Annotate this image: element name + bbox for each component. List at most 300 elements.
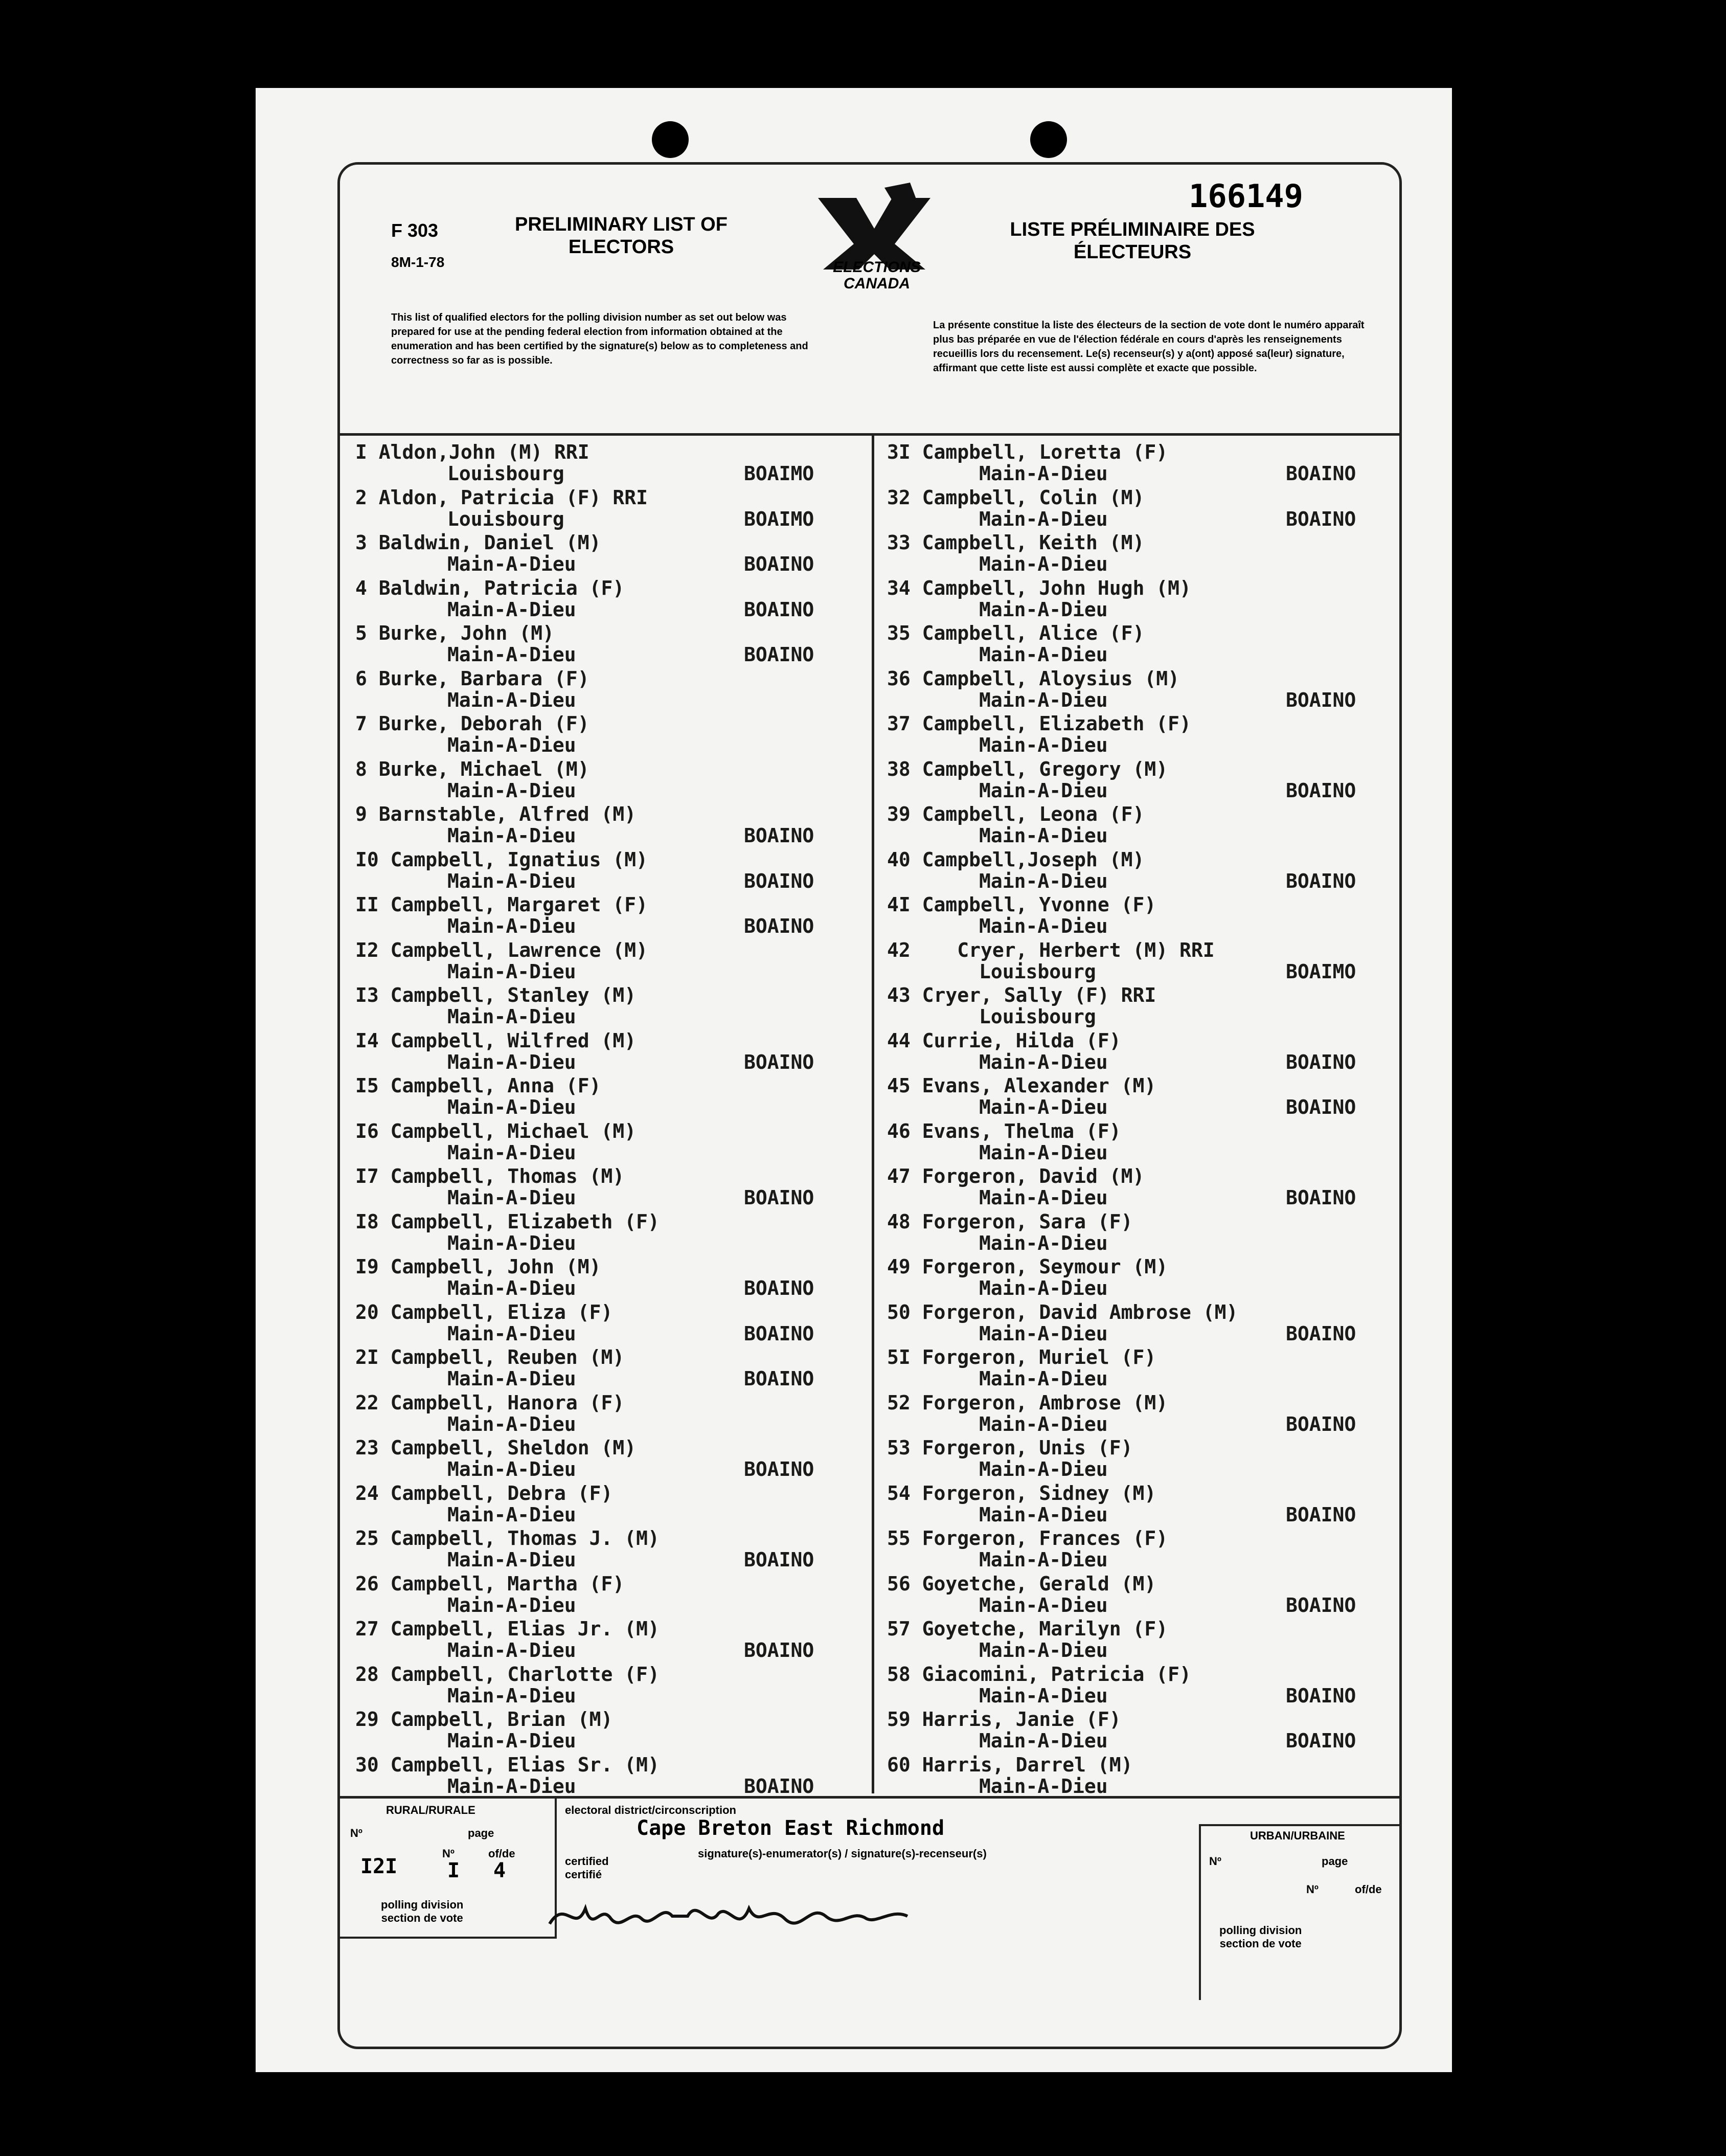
elector-address: Main-A-Dieu (979, 1639, 1108, 1661)
elector-name: Campbell, Margaret (F) (390, 893, 648, 916)
elector-name: Forgeron, Ambrose (M) (922, 1391, 1168, 1414)
elector-name-line (355, 848, 648, 871)
elector-entry (355, 939, 867, 984)
elector-name: Goyetche, Marilyn (F) (922, 1618, 1168, 1640)
elector-entry (887, 577, 1393, 622)
urban-label: URBAN/URBAINE (1250, 1829, 1345, 1842)
rural-no-label: Nº (350, 1827, 362, 1839)
elector-name: Harris, Janie (F) (922, 1708, 1121, 1731)
polling-code: BOAINO (744, 824, 814, 847)
elector-entry (887, 1708, 1393, 1754)
polling-code: BOAINO (744, 915, 814, 937)
elector-name-line (887, 1618, 1168, 1640)
elector-name-line (355, 486, 648, 509)
elector-entry (355, 486, 867, 532)
elector-entry (355, 848, 867, 894)
electoral-district: Cape Breton East Richmond (637, 1816, 945, 1840)
elector-number: I3 (355, 984, 379, 1006)
elector-name-line (355, 1301, 612, 1323)
elector-name-line (887, 1663, 1191, 1686)
elector-name-line (355, 1120, 636, 1142)
elector-name: Evans, Alexander (M) (922, 1074, 1156, 1097)
form-frame (337, 162, 1402, 2049)
elector-entry (887, 803, 1393, 848)
elector-entry (887, 1618, 1393, 1663)
elector-name-line (887, 893, 1156, 916)
elector-number: 5I (887, 1346, 911, 1368)
elector-name: Campbell, Hanora (F) (390, 1391, 625, 1414)
elector-name-line (355, 1527, 660, 1549)
elector-name-line (355, 1618, 660, 1640)
elector-name: Forgeron, Frances (F) (922, 1527, 1168, 1549)
elector-address: Main-A-Dieu (979, 1412, 1108, 1435)
elector-entry (887, 1573, 1393, 1618)
elector-entry (355, 1527, 867, 1573)
elector-name-line (355, 1663, 660, 1686)
elector-name: Campbell, Brian (M) (390, 1708, 613, 1731)
elector-name: Aldon, Patricia (F) RRI (378, 486, 648, 509)
elector-entry (355, 893, 867, 939)
polling-code: BOAINO (744, 1050, 814, 1073)
elector-name-line (355, 1255, 601, 1278)
elector-number: I7 (355, 1165, 379, 1187)
elector-entry (355, 1346, 867, 1391)
elector-name-line (355, 758, 589, 780)
polling-division-number: I2I (360, 1855, 398, 1878)
elector-name-line (887, 1346, 1156, 1368)
polling-code: BOAINO (744, 1277, 814, 1299)
elector-number: 53 (887, 1436, 911, 1459)
elector-name: Campbell, Alice (F) (922, 622, 1145, 644)
elector-entry (887, 1436, 1393, 1482)
elector-number: I4 (355, 1029, 379, 1052)
polling-code: BOAINO (744, 1775, 814, 1798)
elector-name: Goyetche, Gerald (M) (922, 1572, 1156, 1595)
elector-name: Currie, Hilda (F) (922, 1029, 1121, 1052)
elector-name: Forgeron, Sidney (M) (922, 1481, 1156, 1504)
elector-number: 59 (887, 1708, 911, 1731)
form-number: F 303 (391, 220, 439, 241)
elector-entry (355, 712, 867, 758)
serial-number: 166149 (1189, 177, 1303, 215)
elector-address: Louisbourg (979, 960, 1096, 983)
elector-number: I8 (355, 1210, 379, 1233)
polling-code: BOAINO (744, 1548, 814, 1571)
elector-address: Main-A-Dieu (979, 1593, 1108, 1616)
elector-address: Main-A-Dieu (447, 915, 576, 937)
elector-entry (887, 1754, 1393, 1799)
elector-address: Main-A-Dieu (979, 1458, 1108, 1480)
elector-address: Main-A-Dieu (979, 1141, 1108, 1164)
elector-name: Campbell, Eliza (F) (390, 1300, 613, 1323)
elector-name: Aldon,John (M) RRI (378, 441, 589, 463)
elector-name-line (355, 712, 589, 735)
elector-number: 32 (887, 486, 911, 509)
elector-number: 3 (355, 531, 367, 554)
elector-name-line (355, 577, 624, 599)
elector-entry (355, 1482, 867, 1528)
elector-name-line (355, 1482, 612, 1504)
elector-name: Campbell, Elias Sr. (M) (390, 1753, 660, 1776)
elector-number: 44 (887, 1029, 911, 1052)
elector-name-line (355, 984, 636, 1006)
elector-address: Main-A-Dieu (447, 1005, 576, 1028)
logo-text: ELECTIONS CANADA (833, 259, 921, 292)
elector-address: Main-A-Dieu (447, 1050, 576, 1073)
elector-number: 3I (887, 441, 911, 463)
column-divider (872, 433, 874, 1793)
elector-number: 27 (355, 1618, 379, 1640)
form-footer (340, 1796, 1399, 2049)
elector-name-line (355, 1436, 636, 1459)
elector-entry (355, 1301, 867, 1346)
elector-address: Main-A-Dieu (447, 824, 576, 847)
elector-number: 28 (355, 1663, 379, 1686)
elector-number: 39 (887, 803, 911, 825)
elector-address: Main-A-Dieu (447, 1639, 576, 1661)
polling-code: BOAINO (1286, 688, 1356, 711)
elector-name-line (887, 939, 1215, 961)
elector-name: Burke, Michael (M) (378, 757, 589, 780)
elector-name-line (887, 667, 1179, 690)
polling-division-label: polling division section de vote (381, 1898, 464, 1924)
elector-name: Campbell, Ignatius (M) (390, 848, 648, 871)
elector-number: 54 (887, 1481, 911, 1504)
elector-entry (887, 1029, 1393, 1075)
elector-name: Harris, Darrel (M) (922, 1753, 1133, 1776)
elector-name: Campbell, Aloysius (M) (922, 667, 1179, 690)
title-english: PRELIMINARY LIST OF ELECTORS (515, 214, 728, 258)
elector-address: Main-A-Dieu (447, 598, 576, 621)
polling-code: BOAIMO (744, 462, 814, 485)
elector-address: Main-A-Dieu (447, 1548, 576, 1571)
elector-number: 43 (887, 984, 911, 1006)
elector-number: 49 (887, 1255, 911, 1278)
polling-code: BOAINO (1286, 1050, 1356, 1073)
elector-name-line (887, 531, 1144, 554)
elector-address: Main-A-Dieu (447, 869, 576, 892)
elector-name-line (887, 1527, 1168, 1549)
elector-address: Main-A-Dieu (447, 1367, 576, 1390)
elector-address: Main-A-Dieu (447, 1141, 576, 1164)
elector-entry (887, 939, 1393, 984)
elector-name: Campbell, Elizabeth (F) (922, 712, 1191, 735)
elector-address: Main-A-Dieu (979, 1503, 1108, 1526)
polling-code: BOAINO (1286, 1412, 1356, 1435)
elector-address: Main-A-Dieu (979, 869, 1108, 892)
elector-name: Forgeron, Muriel (F) (922, 1346, 1156, 1368)
elector-address: Main-A-Dieu (447, 779, 576, 802)
polling-code: BOAIMO (744, 507, 814, 530)
elector-number: 50 (887, 1300, 911, 1323)
polling-code: BOAINO (1286, 462, 1356, 485)
polling-code: BOAINO (744, 1322, 814, 1345)
elector-name: Forgeron, David (M) (922, 1165, 1145, 1187)
elector-entry (887, 1527, 1393, 1573)
elector-entry (887, 848, 1393, 894)
elector-number: 56 (887, 1572, 911, 1595)
elector-number: 55 (887, 1527, 911, 1549)
elector-number: 22 (355, 1391, 379, 1414)
elector-name-line (887, 1482, 1156, 1504)
elector-name: Campbell, Sheldon (M) (390, 1436, 637, 1459)
elector-number: 48 (887, 1210, 911, 1233)
elector-address: Main-A-Dieu (447, 1684, 576, 1707)
elector-number: 46 (887, 1119, 911, 1142)
elector-name: Campbell, Reuben (M) (390, 1346, 625, 1368)
elector-entry (355, 1029, 867, 1075)
signature-label: signature(s)-enumerator(s) / signature(s)-recenseur(s) (698, 1847, 987, 1860)
elector-name: Campbell, Loretta (F) (922, 441, 1168, 463)
polling-code: BOAINO (1286, 1503, 1356, 1526)
page-total: 4 (493, 1859, 506, 1882)
elector-entry (887, 893, 1393, 939)
polling-code: BOAINO (1286, 869, 1356, 892)
urban-no-label: Nº (1209, 1855, 1221, 1868)
elector-entry (355, 1663, 867, 1709)
elector-name-line (355, 1165, 624, 1187)
elector-number: 37 (887, 712, 911, 735)
elector-address: Main-A-Dieu (447, 688, 576, 711)
elector-name-line (355, 1754, 660, 1776)
elector-name: Evans, Thelma (F) (922, 1119, 1121, 1142)
elector-number: 4 (355, 576, 367, 599)
polling-code: BOAINO (744, 643, 814, 666)
elector-entry (355, 803, 867, 848)
elector-address: Main-A-Dieu (447, 1593, 576, 1616)
polling-code: BOAINO (744, 1639, 814, 1661)
elector-name: Campbell, Leona (F) (922, 803, 1145, 825)
elector-address: Main-A-Dieu (979, 507, 1108, 530)
elector-address: Main-A-Dieu (447, 734, 576, 756)
urban-of-label: of/de (1355, 1883, 1382, 1896)
elector-address: Main-A-Dieu (979, 1050, 1108, 1073)
elector-address: Main-A-Dieu (979, 1322, 1108, 1345)
elector-number: 36 (887, 667, 911, 690)
polling-code: BOAINO (1286, 1186, 1356, 1209)
elector-number: II (355, 893, 379, 916)
elector-entry (887, 1482, 1393, 1528)
elector-name: Cryer, Sally (F) RRI (922, 984, 1156, 1006)
elector-name-line (887, 758, 1168, 780)
elector-entry (355, 441, 867, 486)
elector-name-line (887, 803, 1144, 825)
elector-address: Main-A-Dieu (979, 598, 1108, 621)
elector-number: I2 (355, 938, 379, 961)
elector-entry (887, 1391, 1393, 1437)
polling-code: BOAINO (744, 1186, 814, 1209)
elector-number: 7 (355, 712, 367, 735)
polling-code: BOAINO (744, 1458, 814, 1480)
elector-entry (355, 1391, 867, 1437)
elector-name: Campbell,Joseph (M) (922, 848, 1145, 871)
elector-entry (355, 622, 867, 667)
elector-entry (887, 1210, 1393, 1256)
elector-name: Forgeron, Seymour (M) (922, 1255, 1168, 1278)
title-french: LISTE PRÉLIMINAIRE DES ÉLECTEURS (1010, 219, 1255, 263)
elector-entry (887, 667, 1393, 713)
electors-column-left (355, 441, 867, 1799)
elector-entry (887, 1074, 1393, 1120)
elector-entry (887, 1301, 1393, 1346)
elector-name-line (355, 1029, 636, 1052)
elector-name-line (355, 667, 589, 690)
elector-name-line (887, 577, 1191, 599)
elector-number: 57 (887, 1618, 911, 1640)
elector-name-line (887, 1573, 1156, 1595)
elector-name: Giacomini, Patricia (F) (922, 1663, 1191, 1686)
polling-code: BOAINO (744, 598, 814, 621)
elector-address: Main-A-Dieu (979, 1367, 1108, 1390)
elector-name-line (355, 1210, 660, 1233)
elector-entry (887, 1165, 1393, 1210)
elector-address: Main-A-Dieu (979, 1684, 1108, 1707)
elector-name-line (355, 803, 636, 825)
punch-hole-left (652, 121, 689, 158)
elector-number: 4I (887, 893, 911, 916)
rural-label: RURAL/RURALE (386, 1804, 475, 1816)
elector-number: 25 (355, 1527, 379, 1549)
electoral-district-label: electoral district/circonscription (565, 1804, 736, 1816)
polling-code: BOAINO (744, 869, 814, 892)
elector-number: 52 (887, 1391, 911, 1414)
elector-name-line (887, 1210, 1132, 1233)
elector-number: 47 (887, 1165, 911, 1187)
elector-name-line (355, 622, 554, 644)
polling-code: BOAIMO (1286, 960, 1356, 983)
elector-name-line (355, 1573, 624, 1595)
elector-name: Campbell, Gregory (M) (922, 757, 1168, 780)
elector-address: Louisbourg (447, 507, 564, 530)
elector-name-line (887, 1754, 1132, 1776)
elector-entry (887, 1663, 1393, 1709)
rural-page-label: page (468, 1827, 494, 1839)
elector-name-line (887, 441, 1168, 463)
polling-code: BOAINO (1286, 507, 1356, 530)
elector-number: 60 (887, 1753, 911, 1776)
elector-number: 29 (355, 1708, 379, 1731)
elector-name-line (355, 531, 601, 554)
elector-name: Forgeron, Sara (F) (922, 1210, 1133, 1233)
elector-name: Campbell, Colin (M) (922, 486, 1145, 509)
elector-number: 35 (887, 622, 911, 644)
intro-english: This list of qualified electors for the polling division number as set out below was prepared for use at the pending federal election from information obtained at the enumeration and has been certified by the signature(s) below as to completeness and correctness so far as is possible. (391, 312, 808, 366)
elector-address: Main-A-Dieu (447, 553, 576, 575)
polling-code: BOAINO (1286, 779, 1356, 802)
elector-name: Campbell, Martha (F) (390, 1572, 625, 1595)
elector-name-line (355, 1708, 612, 1731)
elector-number: 33 (887, 531, 911, 554)
elector-name: Campbell, Keith (M) (922, 531, 1145, 554)
elector-number: 58 (887, 1663, 911, 1686)
elector-address: Main-A-Dieu (447, 643, 576, 666)
elector-entry (887, 1346, 1393, 1391)
elector-address: Main-A-Dieu (447, 1730, 576, 1752)
elector-name-line (355, 1391, 624, 1414)
elector-address: Louisbourg (979, 1005, 1096, 1028)
elector-number: 38 (887, 757, 911, 780)
enumerator-signature (544, 1888, 913, 1944)
elector-address: Main-A-Dieu (447, 1458, 576, 1480)
elector-address: Main-A-Dieu (979, 1186, 1108, 1209)
document-sheet (256, 88, 1452, 2072)
elector-name-line (887, 848, 1144, 871)
elector-name: Forgeron, Unis (F) (922, 1436, 1133, 1459)
rural-of-label: of/de (488, 1847, 515, 1860)
elector-address: Louisbourg (447, 462, 564, 485)
elector-address: Main-A-Dieu (979, 1548, 1108, 1571)
polling-code: BOAINO (1286, 1322, 1356, 1345)
elector-entry (355, 984, 867, 1029)
elector-number: I5 (355, 1074, 379, 1097)
elector-name: Cryer, Herbert (M) RRI (922, 938, 1215, 961)
elector-name: Campbell, Elizabeth (F) (390, 1210, 660, 1233)
elector-name-line (355, 939, 648, 961)
elector-address: Main-A-Dieu (979, 824, 1108, 847)
page-number: I (447, 1859, 460, 1882)
elector-name: Forgeron, David Ambrose (M) (922, 1300, 1238, 1323)
urban-page-label: page (1322, 1855, 1348, 1868)
elector-entry (355, 1436, 867, 1482)
elector-address: Main-A-Dieu (447, 1231, 576, 1254)
elector-name: Baldwin, Daniel (M) (378, 531, 601, 554)
polling-code: BOAINO (1286, 1730, 1356, 1752)
elector-name: Campbell, John (M) (390, 1255, 601, 1278)
elector-number: I (355, 441, 367, 463)
elector-name-line (355, 1346, 624, 1368)
elector-number: 2I (355, 1346, 379, 1368)
elector-number: 42 (887, 938, 911, 961)
elector-address: Main-A-Dieu (447, 1412, 576, 1435)
elector-entry (887, 1255, 1393, 1301)
elector-entry (887, 712, 1393, 758)
elector-entry (355, 758, 867, 803)
elector-entry (887, 984, 1393, 1029)
elector-name: Campbell, Thomas (M) (390, 1165, 625, 1187)
elector-name: Campbell, Lawrence (M) (390, 938, 648, 961)
elector-number: 45 (887, 1074, 911, 1097)
elector-number: 5 (355, 622, 367, 644)
elector-entry (355, 1210, 867, 1256)
elector-address: Main-A-Dieu (979, 688, 1108, 711)
elector-name-line (887, 1120, 1121, 1142)
elector-entry (355, 1573, 867, 1618)
elector-entry (355, 1165, 867, 1210)
electors-column-right (887, 441, 1393, 1799)
elector-address: Main-A-Dieu (979, 915, 1108, 937)
elector-number: 24 (355, 1481, 379, 1504)
polling-code: BOAINO (1286, 1684, 1356, 1707)
elector-name: Burke, John (M) (378, 622, 554, 644)
intro-french: La présente constitue la liste des électeurs de la section de vote dont le numéro apparaît plus bas préparée en vue de l'élection fédérale en cours d'après les renseignements recueillis lors du recensement. Le(s) recenseur(s) y a(ont) apposé sa(leur) signature, affirmant que cette liste est aussi complète et exacte que possible. (933, 320, 1365, 374)
polling-code: BOAINO (1286, 1096, 1356, 1118)
urban-page-no-label: Nº (1306, 1883, 1319, 1896)
elector-name: Campbell, Yvonne (F) (922, 893, 1156, 916)
elector-number: 40 (887, 848, 911, 871)
elector-entry (887, 486, 1393, 532)
elector-name-line (887, 622, 1144, 644)
elector-number: 2 (355, 486, 367, 509)
elector-entry (355, 1255, 867, 1301)
elector-name: Campbell, Wilfred (M) (390, 1029, 637, 1052)
elector-name-line (355, 1074, 601, 1097)
elector-entry (887, 758, 1393, 803)
elector-name: Campbell, John Hugh (M) (922, 576, 1191, 599)
elector-name-line (887, 1029, 1121, 1052)
elector-name-line (887, 1074, 1156, 1097)
elector-address: Main-A-Dieu (447, 1322, 576, 1345)
elector-name-line (355, 893, 648, 916)
